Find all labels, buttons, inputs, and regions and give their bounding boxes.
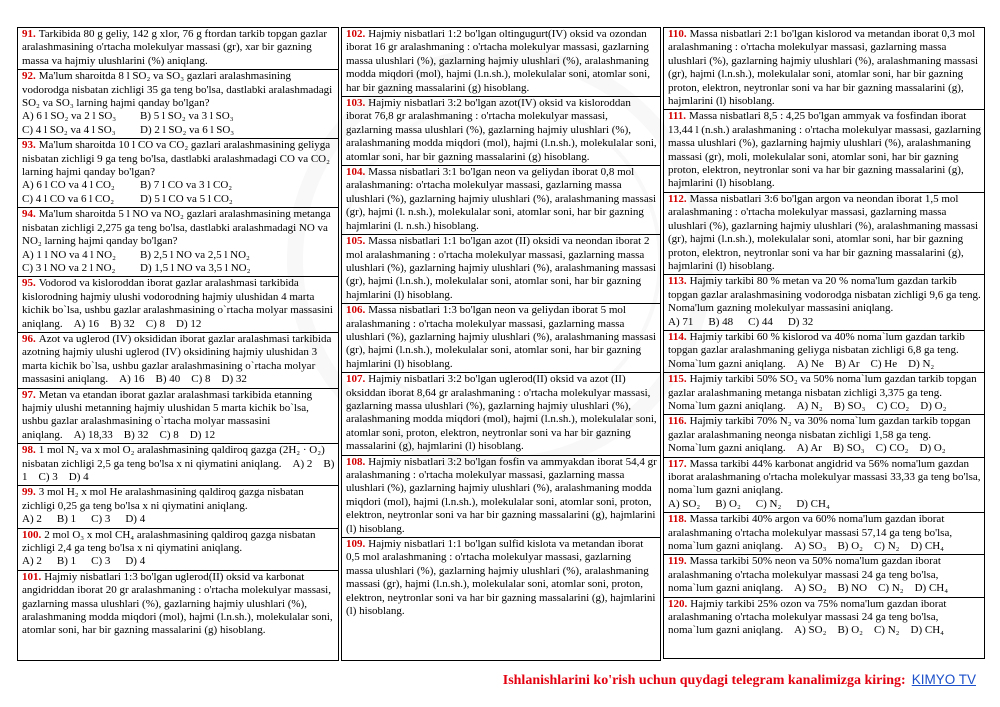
option-c: C) CO₂ bbox=[875, 442, 909, 455]
option-a: A) 6 l SO₂ va 2 l SO₃ bbox=[22, 110, 117, 123]
problem-97 bbox=[18, 389, 338, 445]
answer-options bbox=[22, 110, 335, 137]
problem-115 bbox=[664, 373, 984, 415]
problem-number: 92. bbox=[22, 70, 36, 83]
problem-number: 97. bbox=[22, 388, 36, 401]
option-c: C) He bbox=[870, 357, 898, 370]
problem-number: 96. bbox=[22, 332, 36, 345]
footer-promo bbox=[503, 671, 976, 689]
option-a: A) 16 bbox=[73, 317, 99, 330]
problem-text: 1 mol N₂ va x mol O₂ aralashmasining qaldiroq gazga (2H₂ · O₂) nisbatan zichligi 2,5 ga teng bo'lsa x ni qiymatini aniqlang. bbox=[22, 444, 325, 470]
option-b: B) 32 bbox=[110, 317, 135, 330]
option-a: A) SO₃ bbox=[794, 540, 827, 553]
option-b: B) 48 bbox=[708, 315, 734, 328]
option-b: B) Ar bbox=[834, 357, 860, 370]
problem-text: Hajmiy nisbatlari 3:2 bo'lgan azot(IV) oksid va kisloroddan iborat 76,8 gr aralashmaning : o'rtacha molekulyar massasi, gazlarning massa ulushlari (%), gazlarning hajmiy ulushlari (%), aralashmaning modda miqdori (mol), hajmi (l.n.sh.), molekulalar soni, atomlar soni, har bir gazning massalarini (g) hisoblang. bbox=[346, 97, 657, 163]
problem-119 bbox=[664, 555, 984, 597]
answer-options bbox=[22, 513, 335, 526]
problem-96 bbox=[18, 333, 338, 389]
problem-text: Massa nisbatlari 8,5 : 4,25 bo'lgan ammyak va fosfindan iborat 13,44 l (n.sh.) aralashmaning : o'rtacha molekulyar massasi, gazlarning massa ulushlari (%), gazlarning hajmiy ulushlari (%), aralashmaning massasi (gr), moli, molekulalar soni, atomlar soni, har bir gazning proton, elektron, neytronlar soni va har bir gazning massalarini (g), hajmlarini (l) hisoblang. bbox=[668, 110, 981, 190]
problem-112 bbox=[664, 193, 984, 275]
option-a: A) N₂ bbox=[796, 399, 823, 412]
problem-text: Massa nisbatlari 3:1 bo'lgan neon va geliydan iborat 0,8 mol aralashmaning: o'rtacha molekulyar massasi, gazlarning massa ulushlari (%), gazlarning hajmiy ulushlari (%), aralashmaning massasi (gr), hajmi (l. n.sh.), molekulalar soni, atomlar soni, har bir gazning hajmlarini (l. n.sh.) hisoblang. bbox=[346, 166, 657, 232]
problem-number: 113. bbox=[668, 275, 687, 288]
problem-text: Hajmiy tarkibi 80 % metan va 20 % noma'lum gazdan tarkib topgan gazlar aralashmasining vodorodga nisbatan zichligi 9,6 ga teng. Noma'lum gazning molekulyar massasini aniqlang. bbox=[668, 275, 981, 315]
option-a: A) SO₂ bbox=[794, 624, 827, 637]
option-c: C) 4 l SO₂ va 4 l SO₃ bbox=[22, 123, 116, 136]
problem-text: Massa nisbatlari 1:3 bo'lgan neon va geliydan iborat 5 mol aralashmaning : o'rtacha molekulyar massasi, gazlarning massa ulushlari (%), gazlarning hajmiy ulushlari (%), aralashmaning massasi (gr), hajmi (l.n.sh.), molekulalar soni, atomlar soni, har bir gazning hajmlarini (l) hisoblang. bbox=[346, 304, 657, 370]
option-a: A) 6 l CO va 4 l CO₂ bbox=[22, 179, 115, 192]
option-d: D) 32 bbox=[787, 315, 814, 328]
option-c: C) N₂ bbox=[878, 582, 904, 595]
answer-options bbox=[786, 358, 935, 370]
option-d: D) 1,5 l NO va 3,5 l NO₂ bbox=[140, 261, 251, 274]
option-d: D) 32 bbox=[221, 373, 247, 386]
option-c: C) N₂ bbox=[755, 497, 782, 510]
option-c: C) 8 bbox=[159, 428, 179, 441]
problem-number: 102. bbox=[346, 28, 366, 40]
problem-text: Hajmiy nisbatlari 3:2 bo'lgan fosfin va ammyakdan iborat 54,4 gr aralashmaning : o'rtacha molekulyar massasi, gazlarning massa ulushlari (%), gazlarning hajmiy ulushlari (%), aralashmaning modda miqdori (mol), hajmi (l.n.sh.), molekulalar soni, atomlar soni, proton, elektron, neytronlar soni va har bir gazning massalarini (g), hajmlarini (l) hisoblang. bbox=[346, 455, 657, 535]
problem-104 bbox=[342, 166, 660, 235]
problem-105 bbox=[342, 235, 660, 304]
problem-text: Hajmiy nisbatlari 3:2 bo'lgan uglerod(II) oksid va azot (II) oksiddan iborat 8,64 gr aralashmaning : o'rtacha molekulyar massasi, gazlarning massa ulushlari (%), gazlarning hajmiy ulushlari (%), aralashmaning modda miqdori (mol), hajmi (l.n.sh.), molekulalar soni, atomlar soni, proton, elektron, neytronlar soni va har bir gazning massalarini (g), hajmlarini (l) hisoblang. bbox=[346, 373, 657, 453]
answer-options bbox=[63, 429, 215, 441]
option-d: D) CH₄ bbox=[914, 582, 949, 595]
answer-options bbox=[783, 540, 944, 552]
problem-number: 98. bbox=[22, 444, 36, 457]
answer-options bbox=[22, 179, 335, 206]
option-c: C) 8 bbox=[145, 317, 165, 330]
problem-92 bbox=[18, 70, 338, 139]
footer-text: Ishlanishlarini ko'rish uchun quydagi telegram kanalimizga kiring: bbox=[502, 673, 906, 688]
problem-number: 105. bbox=[346, 235, 366, 248]
problem-117 bbox=[664, 458, 984, 514]
option-b: B) NO bbox=[837, 582, 868, 595]
problem-number: 101. bbox=[22, 570, 42, 583]
option-b: B) 1 bbox=[56, 513, 77, 526]
problem-number: 112. bbox=[668, 192, 687, 205]
problem-103 bbox=[342, 97, 660, 166]
problem-number: 107. bbox=[346, 373, 366, 386]
problem-text: Massa nisbatlari 2:1 bo'lgan kislorod va metandan iborat 0,3 mol aralashmaning : o'rtacha molekulyar massasi, gazlarning massa ulushlari (%), gazlarning hajmiy ulushlari (%), aralashmaning massasi (gr), hajmi (l.n.sh.), molekulalar soni, atomlar soni, har bir gazning proton, elektron, neytronlar soni va har bir gazning massalarini (g), hajmlarini (l) hisoblang. bbox=[668, 28, 979, 108]
problem-text: Massa tarkibi 40% argon va 60% noma'lum gazdan iborat aralashmaning o'rtacha molekulyar massasi 57,14 ga teng bo'lsa, noma`lum gazni aniqlang. bbox=[668, 513, 953, 553]
problem-number: 104. bbox=[346, 166, 366, 179]
option-b: B) O₂ bbox=[715, 497, 741, 510]
problem-91 bbox=[18, 28, 338, 70]
option-c: C) N₂ bbox=[873, 624, 900, 637]
problem-text: 2 mol O₃ x mol CH₄ aralashmasining qaldiroq gazga nisbatan zichligi 2,4 ga teng bo'lsa x ni qiymatini aniqlang. bbox=[22, 528, 316, 555]
problem-number: 111. bbox=[668, 110, 687, 123]
option-c: C) 3 bbox=[38, 471, 58, 483]
answer-options bbox=[786, 442, 946, 454]
option-b: B) O₂ bbox=[837, 540, 863, 553]
option-a: A) 71 bbox=[668, 315, 694, 328]
answer-options bbox=[783, 582, 948, 594]
option-b: B) 2,5 l NO va 2,5 l NO₂ bbox=[140, 248, 250, 261]
answer-options bbox=[63, 318, 202, 330]
option-d: D) O₂ bbox=[919, 442, 946, 455]
problem-number: 114. bbox=[668, 330, 687, 343]
problem-114 bbox=[664, 331, 984, 373]
answer-options bbox=[783, 624, 944, 636]
option-d: D) 5 l CO va 5 l CO₂ bbox=[140, 192, 233, 205]
option-a: A) 18,33 bbox=[73, 428, 113, 441]
option-b: B) 5 l SO₂ va 3 l SO₃ bbox=[140, 110, 234, 123]
answer-options bbox=[22, 555, 335, 568]
answer-options bbox=[786, 400, 947, 412]
problem-118 bbox=[664, 513, 984, 555]
option-d: D) CH₄ bbox=[910, 624, 944, 637]
problem-number: 116. bbox=[668, 415, 687, 428]
option-b: B) SO₃ bbox=[832, 442, 865, 455]
problem-number: 99. bbox=[22, 486, 36, 499]
option-c: C) 4 l CO va 6 l CO₂ bbox=[22, 192, 115, 205]
problem-99 bbox=[18, 486, 338, 528]
option-a: A) SO₂ bbox=[794, 582, 827, 595]
problem-106 bbox=[342, 304, 660, 373]
option-a: A) 16 bbox=[119, 373, 145, 386]
problem-text: Metan va etandan iborat gazlar aralashmasi tarkibida etanning hajmiy ulushi metanning hajmiy ulushidan 5 marta kichik bo`lsa, ushbu gazlar aralashmasining o`rtacha molyar massasini aniqlang. bbox=[22, 388, 313, 441]
problem-text: 3 mol H₂ x mol He aralashmasining qaldiroq gazga nisbatan zichligi 0,25 ga teng bo'lsa x ni qiymatini aniqlang. bbox=[22, 486, 304, 512]
problem-108 bbox=[342, 456, 660, 538]
problem-text: Massa nisbatlari 1:1 bo'lgan azot (II) oksidi va neondan iborat 2 mol aralashmaning : o'rtacha molekulyar massasi, gazlarning massa ulushlari (%), gazlarning hajmiy ulushlari (%), aralashmaning massasi (gr), hajmi (l.n.sh.), molekulalar soni, atomlar soni, har bir gazning hajmlarini (l) hisoblang. bbox=[346, 235, 657, 301]
problem-number: 95. bbox=[22, 277, 36, 290]
option-b: B) 7 l CO va 3 l CO₂ bbox=[140, 179, 233, 192]
problem-text: Hajmiy tarkibi 50% SO₂ va 50% noma`lum gazdan tarkib topgan gazlar aralashmaning metanga nisbatan zichligi 3,375 ga teng. Noma`lum gazni aniqlang. bbox=[668, 373, 977, 412]
problem-116 bbox=[664, 415, 984, 457]
option-b: B) 1 bbox=[22, 457, 335, 483]
option-c: C) 3 bbox=[91, 555, 111, 568]
option-a: A) Ar bbox=[796, 442, 822, 455]
problem-100 bbox=[18, 529, 338, 571]
problem-95 bbox=[18, 277, 338, 333]
option-c: C) 8 bbox=[191, 373, 211, 386]
problem-number: 103. bbox=[346, 97, 366, 110]
problem-number: 118. bbox=[668, 513, 687, 526]
option-a: A) 2 bbox=[22, 555, 42, 568]
option-b: B) SO₃ bbox=[833, 399, 866, 412]
problem-number: 110. bbox=[668, 28, 687, 40]
problem-text: Ma'lum sharoitda 8 l SO₂ va SO₃ gazlari aralashmasining vodorodga nisbatan zichligi 35 ga teng bo'lsa, dastlabki aralashmadagi SO₂ va SO₃ larning hajmi qanday bo'lgan? bbox=[22, 70, 333, 110]
problem-text: Hajmiy nisbatlari 1:1 bo'lgan sulfid kislota va metandan iborat 0,5 mol aralashmaning : o'rtacha molekulyar massasi, gazlarning massa ulushlari (%), gazlarning hajmiy ulushlari (%), aralashmaning massasi (gr), hajmi (l.n.sh.), molekulalar soni, atomlar soni, proton, elektron, neytronlar soni va har bir gazning massalarini (g), hajmlarini (l) hisoblang. bbox=[346, 538, 656, 618]
option-a: A) Ne bbox=[796, 357, 824, 370]
problem-number: 117. bbox=[668, 457, 687, 470]
option-c: C) N₂ bbox=[873, 540, 900, 553]
problem-text: Hajmiy tarkibi 25% ozon va 75% noma'lum gazdan iborat aralashmaning o'rtacha molekulyar massasi 24 ga teng bo'lsa, noma`lum gazni aniqlang. bbox=[668, 597, 947, 637]
answer-options bbox=[668, 316, 981, 329]
problem-111 bbox=[664, 110, 984, 192]
option-d: D) O₂ bbox=[920, 399, 947, 412]
problem-number: 108. bbox=[346, 455, 366, 468]
option-a: A) 1 l NO va 4 l NO₂ bbox=[22, 248, 116, 261]
answer-options bbox=[22, 249, 335, 276]
problem-text: Hajmiy tarkibi 70% N₂ va 30% noma`lum gazdan tarkib topgan gazlar aralashmaning neonga nisbatan zichligi 1,58 ga teng. Noma`lum gazni aniqlang. bbox=[668, 415, 971, 455]
problem-number: 91. bbox=[22, 28, 36, 40]
problem-text: Hajmiy nisbatlari 1:3 bo'lgan uglerod(II) oksid va karbonat angidriddan iborat 20 gr aralashmaning : o'rtacha molekulyar massasi, gazlarning massa ulushlari (%), gazlarning hajmiy ulushlari (%), aralashmaning modda miqdori (mol), hajmi (l.n.sh.), molekulalar soni, atomlar soni, har bir gazning massalarini (g) hisoblang. bbox=[22, 570, 333, 637]
problem-number: 109. bbox=[346, 538, 366, 551]
problem-101 bbox=[18, 571, 338, 639]
problem-120 bbox=[664, 598, 984, 639]
problem-109 bbox=[342, 538, 660, 619]
problem-text: Tarkibida 80 g geliy, 142 g xlor, 76 g ftordan tarkib topgan gazlar aralashmasining o'rtacha molekulyar massasi (gr), xar bir gazning massa va hajmiy ulushlarini (%) aniqlang. bbox=[22, 28, 328, 67]
option-a: A) SO₂ bbox=[668, 497, 701, 510]
option-d: D) 12 bbox=[189, 428, 216, 441]
option-a: A) 2 bbox=[22, 513, 42, 526]
problem-number: 115. bbox=[668, 373, 687, 386]
problem-98 bbox=[18, 444, 338, 486]
answer-options bbox=[108, 373, 247, 385]
problem-text: Azot va uglerod (IV) oksididan iborat gazlar aralashmasi tarkibida azotning hajmiy ulushi uglerod (IV) oksidining hajmiy ulushidan 3 marta kichik bo`lsa, ushbu gazlar aralashmasining o`rtacha molyar massasini aniqlang. bbox=[22, 332, 332, 386]
telegram-channel-link[interactable]: KIMYO TV bbox=[911, 672, 976, 687]
problem-number: 94. bbox=[22, 208, 36, 221]
option-d: D) 2 l SO₂ va 6 l SO₃ bbox=[140, 123, 235, 136]
problem-number: 106. bbox=[346, 304, 366, 317]
option-b: B) O₂ bbox=[837, 624, 863, 637]
option-d: D) 4 bbox=[125, 555, 146, 568]
option-c: C) CO₂ bbox=[876, 399, 910, 412]
option-c: C) 44 bbox=[748, 315, 773, 328]
problem-text: Vodorod va kisloroddan iborat gazlar aralashmasi tarkibida kislorodning hajmiy ulushi vodorodning hajmiy ulushidan 4 marta kichik bo`lsa, ushbu gazlar aralashmasining o`rtacha molyar massasini aniqlang. bbox=[22, 277, 333, 330]
problem-text: Hajmiy tarkibi 60 % kislorod va 40% noma`lum gazdan tarkib topgan gazlar aralashmaning geliyga nisbatan zichligi 6,8 ga teng. Noma`lum gazni aniqlang. bbox=[668, 330, 965, 370]
problem-number: 100. bbox=[22, 528, 42, 541]
option-d: D) 12 bbox=[176, 317, 202, 330]
option-a: A) 2 bbox=[292, 457, 313, 470]
option-b: B) 40 bbox=[155, 373, 181, 386]
problem-text: Massa tarkibi 44% karbonat angidrid va 56% noma'lum gazdan iborat aralashmaning o'rtacha molekulyar massasi 33,33 ga teng bo'lsa, noma`lum gazni aniqlang. bbox=[668, 457, 981, 497]
problem-text: Massa tarkibi 50% neon va 50% noma'lum gazdan iborat aralashmaning o'rtacha molekulyar massasi 24 ga teng bo'lsa, noma`lum gazni aniqlang. bbox=[668, 555, 941, 595]
option-d: D) N₂ bbox=[908, 357, 935, 370]
answer-options bbox=[668, 498, 981, 511]
problems-column-2 bbox=[341, 27, 661, 661]
option-d: D) CH₄ bbox=[796, 497, 830, 510]
problem-113 bbox=[664, 275, 984, 331]
problem-text: Ma'lum sharoitda 10 l CO va CO₂ gazlari aralashmasining geliyga nisbatan zichligi 9 ga teng bo'lsa, dastlabki aralashmadagi CO va CO₂ larning hajmi qanday bo'lgan? bbox=[22, 139, 331, 179]
option-d: D) CH₄ bbox=[910, 540, 944, 553]
option-c: C) 3 l NO va 2 l NO₂ bbox=[22, 261, 116, 274]
option-d: D) 4 bbox=[125, 513, 146, 526]
option-b: B) 32 bbox=[123, 428, 149, 441]
problems-column-1 bbox=[17, 27, 339, 661]
problem-110 bbox=[664, 28, 984, 110]
option-c: C) 3 bbox=[91, 513, 111, 526]
problem-text: Ma'lum sharoitda 5 l NO va NO₂ gazlari aralashmasining metanga nisbatan zichligi 2,275 ga teng bo'lsa, dastlabki aralashmadagi NO va NO₂ larning hajmi qanday bo'lgan? bbox=[22, 208, 331, 248]
problem-number: 93. bbox=[22, 139, 36, 152]
option-b: B) 1 bbox=[56, 555, 77, 568]
option-d: D) 4 bbox=[68, 471, 89, 483]
problem-94 bbox=[18, 208, 338, 277]
problem-number: 120. bbox=[668, 597, 688, 610]
problem-text: Massa nisbatlari 3:6 bo'lgan argon va neondan iborat 1,5 mol aralashmaning : o'rtacha molekulyar massasi, gazlarning massa ulushlari (%), gazlarning hajmiy ulushlari (%), aralashmaning massasi (gr), hajmi (l.n.sh.), molekulalar soni, atomlar soni, har bir gazning proton, elektron, neytronlar soni va har bir gazning massalarini (g), hajmlarini (l) hisoblang. bbox=[668, 192, 979, 272]
problems-column-3 bbox=[663, 27, 985, 659]
problem-93 bbox=[18, 139, 338, 208]
problem-text: Hajmiy nisbatlari 1:2 bo'lgan oltingugurt(IV) oksid va ozondan iborat 16 gr aralashmaning : o'rtacha molekulyar massasi, gazlarning massa ulushlari (%), gazlarning hajmiy ulushlari (%), aralashmaning modda miqdori (mol), hajmi (l.n.sh.), molekulalar soni, atomlar soni, har bir gazning massalarini (g) hisoblang. bbox=[346, 28, 650, 94]
problem-number: 119. bbox=[668, 555, 687, 568]
problem-102 bbox=[342, 28, 660, 97]
problem-107 bbox=[342, 373, 660, 455]
